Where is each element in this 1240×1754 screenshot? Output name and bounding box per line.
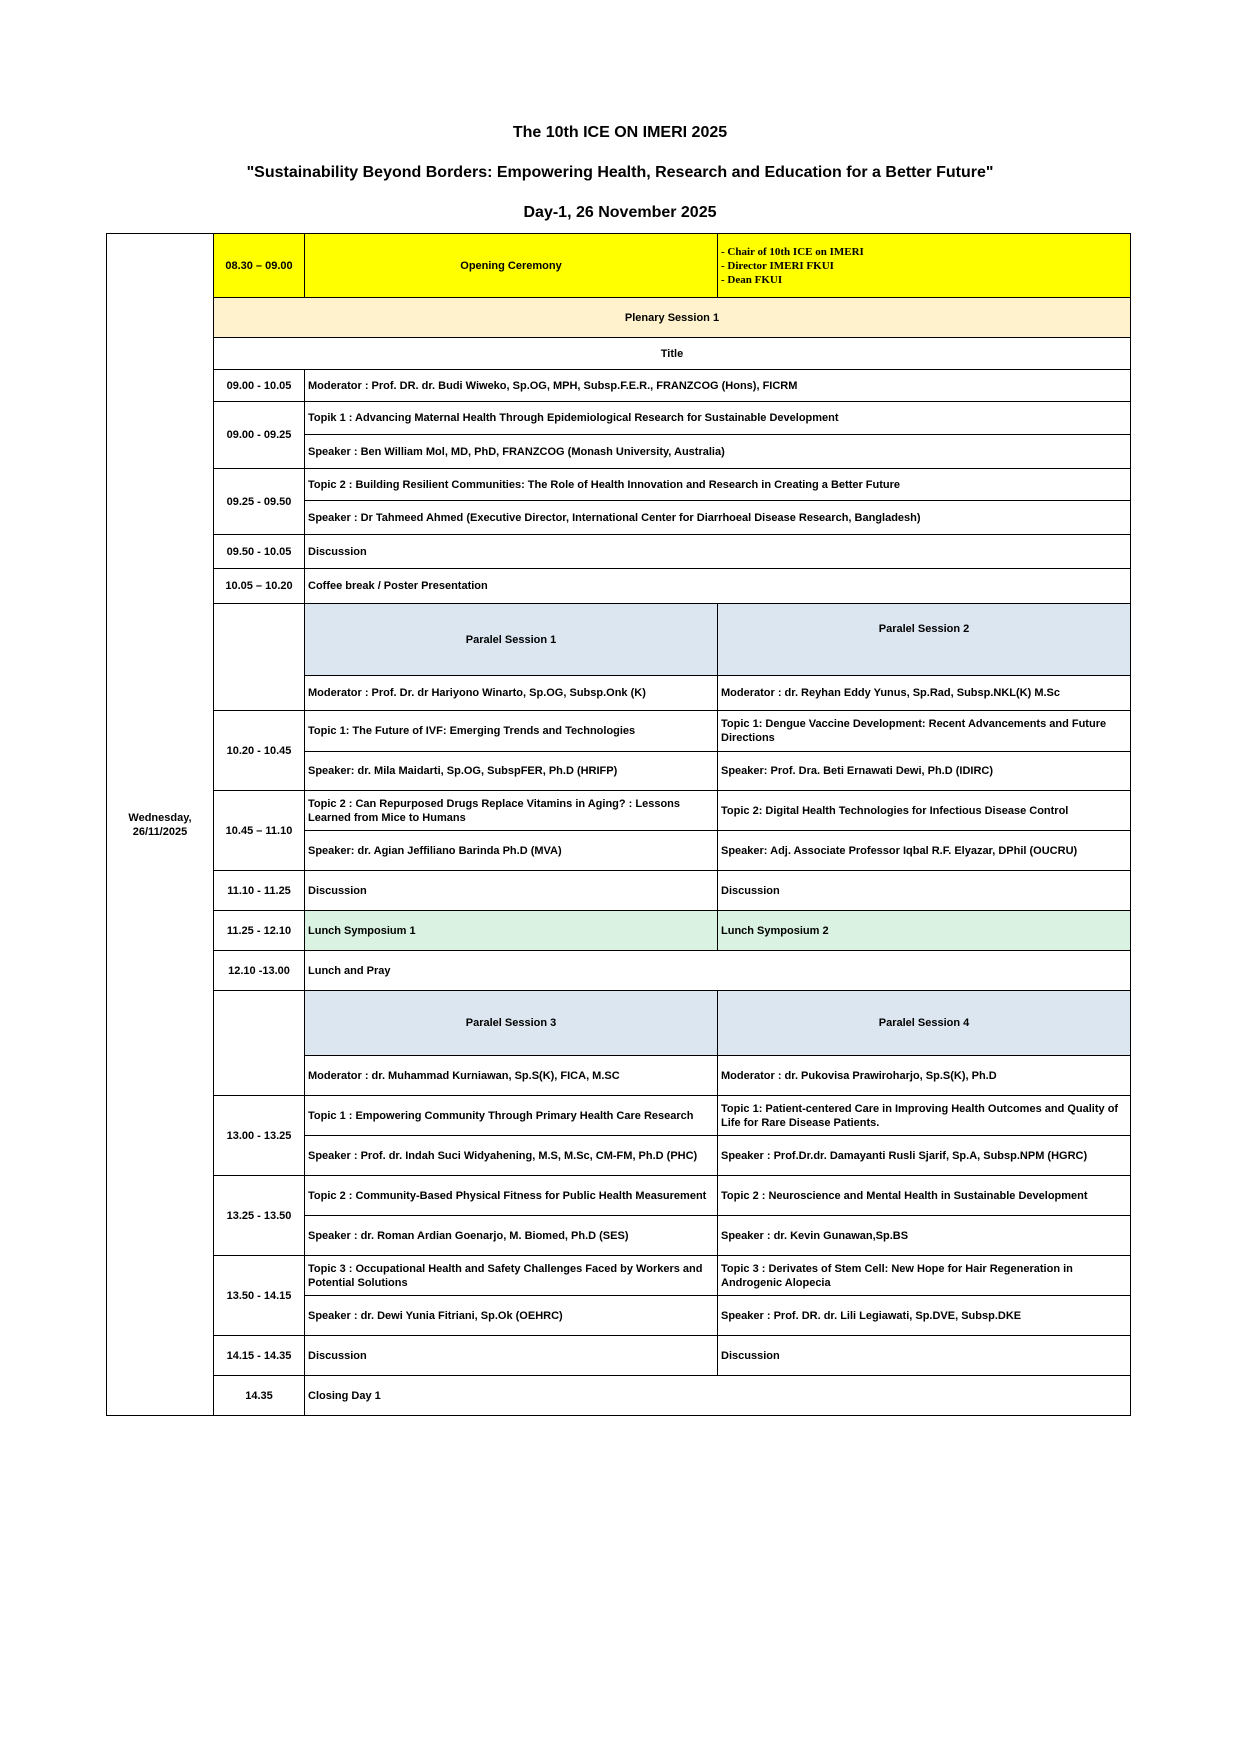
closing-cell: Closing Day 1	[305, 1376, 1131, 1416]
time-cell: 11.10 - 11.25	[214, 871, 305, 911]
time-cell: 14.15 - 14.35	[214, 1336, 305, 1376]
topic-cell: Topic 1: Dengue Vaccine Development: Recent Advancements and Future Directions	[718, 711, 1131, 752]
time-cell: 12.10 -13.00	[214, 951, 305, 991]
time-cell: 14.35	[214, 1376, 305, 1416]
speaker-cell: Speaker : dr. Roman Ardian Goenarjo, M. Biomed, Ph.D (SES)	[305, 1216, 718, 1256]
speaker-cell: Speaker : Dr Tahmeed Ahmed (Executive Director, International Center for Diarrhoeal Disease Research, Bangladesh)	[305, 501, 1131, 535]
time-cell: 09.00 - 10.05	[214, 370, 305, 402]
speaker-cell: Speaker: dr. Mila Maidarti, Sp.OG, SubspFER, Ph.D (HRIFP)	[305, 752, 718, 791]
time-cell: 08.30 – 09.00	[214, 234, 305, 298]
moderator-cell: Moderator : dr. Reyhan Eddy Yunus, Sp.Rad, Subsp.NKL(K) M.Sc	[718, 676, 1131, 711]
table-row	[107, 911, 1131, 951]
discussion-cell: Discussion	[305, 1336, 718, 1376]
lunch-symposium-cell: Lunch Symposium 2	[718, 911, 1131, 951]
time-cell: 09.50 - 10.05	[214, 535, 305, 569]
schedule-table	[106, 233, 1131, 1416]
moderator-cell: Moderator : dr. Muhammad Kurniawan, Sp.S(K), FICA, M.SC	[305, 1056, 718, 1096]
discussion-cell: Discussion	[718, 871, 1131, 911]
speaker-cell: Speaker : Prof. DR. dr. Lili Legiawati, Sp.DVE, Subsp.DKE	[718, 1296, 1131, 1336]
topic-cell: Topic 2 : Can Repurposed Drugs Replace Vitamins in Aging? : Lessons Learned from Mice to Humans	[305, 791, 718, 831]
speaker-cell: Speaker : Prof. dr. Indah Suci Widyahening, M.S, M.Sc, CM-FM, Ph.D (PHC)	[305, 1136, 718, 1176]
topic-cell: Topic 2 : Building Resilient Communities: The Role of Health Innovation and Research in Creating a Better Future	[305, 469, 1131, 501]
opening-title: Opening Ceremony	[305, 234, 718, 298]
speaker-cell: Speaker: dr. Agian Jeffiliano Barinda Ph.D (MVA)	[305, 831, 718, 871]
time-cell: 09.25 - 09.50	[214, 469, 305, 535]
time-cell: 10.05 – 10.20	[214, 569, 305, 604]
speaker-cell: Speaker: Prof. Dra. Beti Ernawati Dewi, Ph.D (IDIRC)	[718, 752, 1131, 791]
time-cell: 10.20 - 10.45	[214, 711, 305, 791]
empty-time-cell	[214, 604, 305, 711]
plenary-heading: Plenary Session 1	[214, 298, 1131, 338]
topic-cell: Topic 2 : Neuroscience and Mental Health in Sustainable Development	[718, 1176, 1131, 1216]
lunch-symposium-cell: Lunch Symposium 1	[305, 911, 718, 951]
moderator-cell: Moderator : dr. Pukovisa Prawiroharjo, Sp.S(K), Ph.D	[718, 1056, 1131, 1096]
discussion-cell: Discussion	[718, 1336, 1131, 1376]
discussion-cell: Discussion	[305, 871, 718, 911]
opening-speaker: - Dean FKUI	[721, 273, 783, 286]
day-heading: Day-1, 26 November 2025	[523, 204, 717, 221]
table-row	[107, 711, 1131, 752]
table-row	[107, 871, 1131, 911]
table-row	[107, 1096, 1131, 1136]
topic-cell: Topic 1 : Empowering Community Through Primary Health Care Research	[305, 1096, 718, 1136]
session-heading: Paralel Session 3	[305, 991, 718, 1056]
opening-speaker: - Chair of 10th ICE on IMERI	[721, 245, 864, 258]
discussion-cell: Discussion	[305, 535, 1131, 569]
session-heading: Paralel Session 4	[718, 991, 1131, 1056]
table-row	[107, 991, 1131, 1056]
table-row	[107, 469, 1131, 501]
moderator-cell: Moderator : Prof. Dr. dr Hariyono Winarto, Sp.OG, Subsp.Onk (K)	[305, 676, 718, 711]
opening-row	[107, 234, 1131, 298]
table-row	[107, 1256, 1131, 1296]
time-cell: 13.25 - 13.50	[214, 1176, 305, 1256]
opening-speaker: - Director IMERI FKUI	[721, 259, 834, 272]
topic-cell: Topic 2: Digital Health Technologies for Infectious Disease Control	[718, 791, 1131, 831]
time-cell: 13.00 - 13.25	[214, 1096, 305, 1176]
table-row	[107, 1376, 1131, 1416]
speaker-cell: Speaker : dr. Kevin Gunawan,Sp.BS	[718, 1216, 1131, 1256]
speaker-cell: Speaker : dr. Dewi Yunia Fitriani, Sp.Ok (OEHRC)	[305, 1296, 718, 1336]
table-row	[107, 535, 1131, 569]
time-cell: 13.50 - 14.15	[214, 1256, 305, 1336]
table-row	[107, 1336, 1131, 1376]
event-title: The 10th ICE ON IMERI 2025	[512, 124, 728, 141]
day-name: Wednesday,	[128, 811, 192, 824]
topic-cell: Topic 1: Patient-centered Care in Improving Health Outcomes and Quality of Life for Rare Disease Patients.	[718, 1096, 1131, 1136]
table-row	[107, 569, 1131, 604]
speaker-cell: Speaker : Ben William Mol, MD, PhD, FRANZCOG (Monash University, Australia)	[305, 435, 1131, 469]
break-cell: Coffee break / Poster Presentation	[305, 569, 1131, 604]
table-row	[107, 370, 1131, 402]
topic-cell: Topic 3 : Derivates of Stem Cell: New Hope for Hair Regeneration in Androgenic Alopecia	[718, 1256, 1131, 1296]
speaker-cell: Speaker: Adj. Associate Professor Iqbal R.F. Elyazar, DPhil (OUCRU)	[718, 831, 1131, 871]
topic-cell: Topic 2 : Community-Based Physical Fitness for Public Health Measurement	[305, 1176, 718, 1216]
speaker-cell: Speaker : Prof.Dr.dr. Damayanti Rusli Sjarif, Sp.A, Subsp.NPM (HGRC)	[718, 1136, 1131, 1176]
table-row	[107, 791, 1131, 831]
topic-cell: Topic 3 : Occupational Health and Safety Challenges Faced by Workers and Potential Solutions	[305, 1256, 718, 1296]
time-cell: 10.45 – 11.10	[214, 791, 305, 871]
session-heading: Paralel Session 2	[718, 604, 1131, 676]
lunch-pray-cell: Lunch and Pray	[305, 951, 1131, 991]
empty-time-cell	[214, 991, 305, 1096]
opening-speakers	[718, 234, 1131, 298]
table-row	[107, 1176, 1131, 1216]
plenary-moderator: Moderator : Prof. DR. dr. Budi Wiweko, Sp.OG, MPH, Subsp.F.E.R., FRANZCOG (Hons), FICRM	[305, 370, 1131, 402]
day-date: 26/11/2025	[132, 825, 188, 838]
table-row	[107, 604, 1131, 676]
table-row	[107, 951, 1131, 991]
topic-cell: Topik 1 : Advancing Maternal Health Through Epidemiological Research for Sustainable Development	[305, 402, 1131, 435]
time-cell: 09.00 - 09.25	[214, 402, 305, 469]
table-row	[107, 402, 1131, 435]
event-theme: "Sustainability Beyond Borders: Empowering Health, Research and Education for a Better Future"	[246, 164, 994, 181]
plenary-title-label: Title	[214, 338, 1131, 370]
day-cell	[107, 234, 214, 1416]
time-cell: 11.25 - 12.10	[214, 911, 305, 951]
topic-cell: Topic 1: The Future of IVF: Emerging Trends and Technologies	[305, 711, 718, 752]
session-heading: Paralel Session 1	[305, 604, 718, 676]
